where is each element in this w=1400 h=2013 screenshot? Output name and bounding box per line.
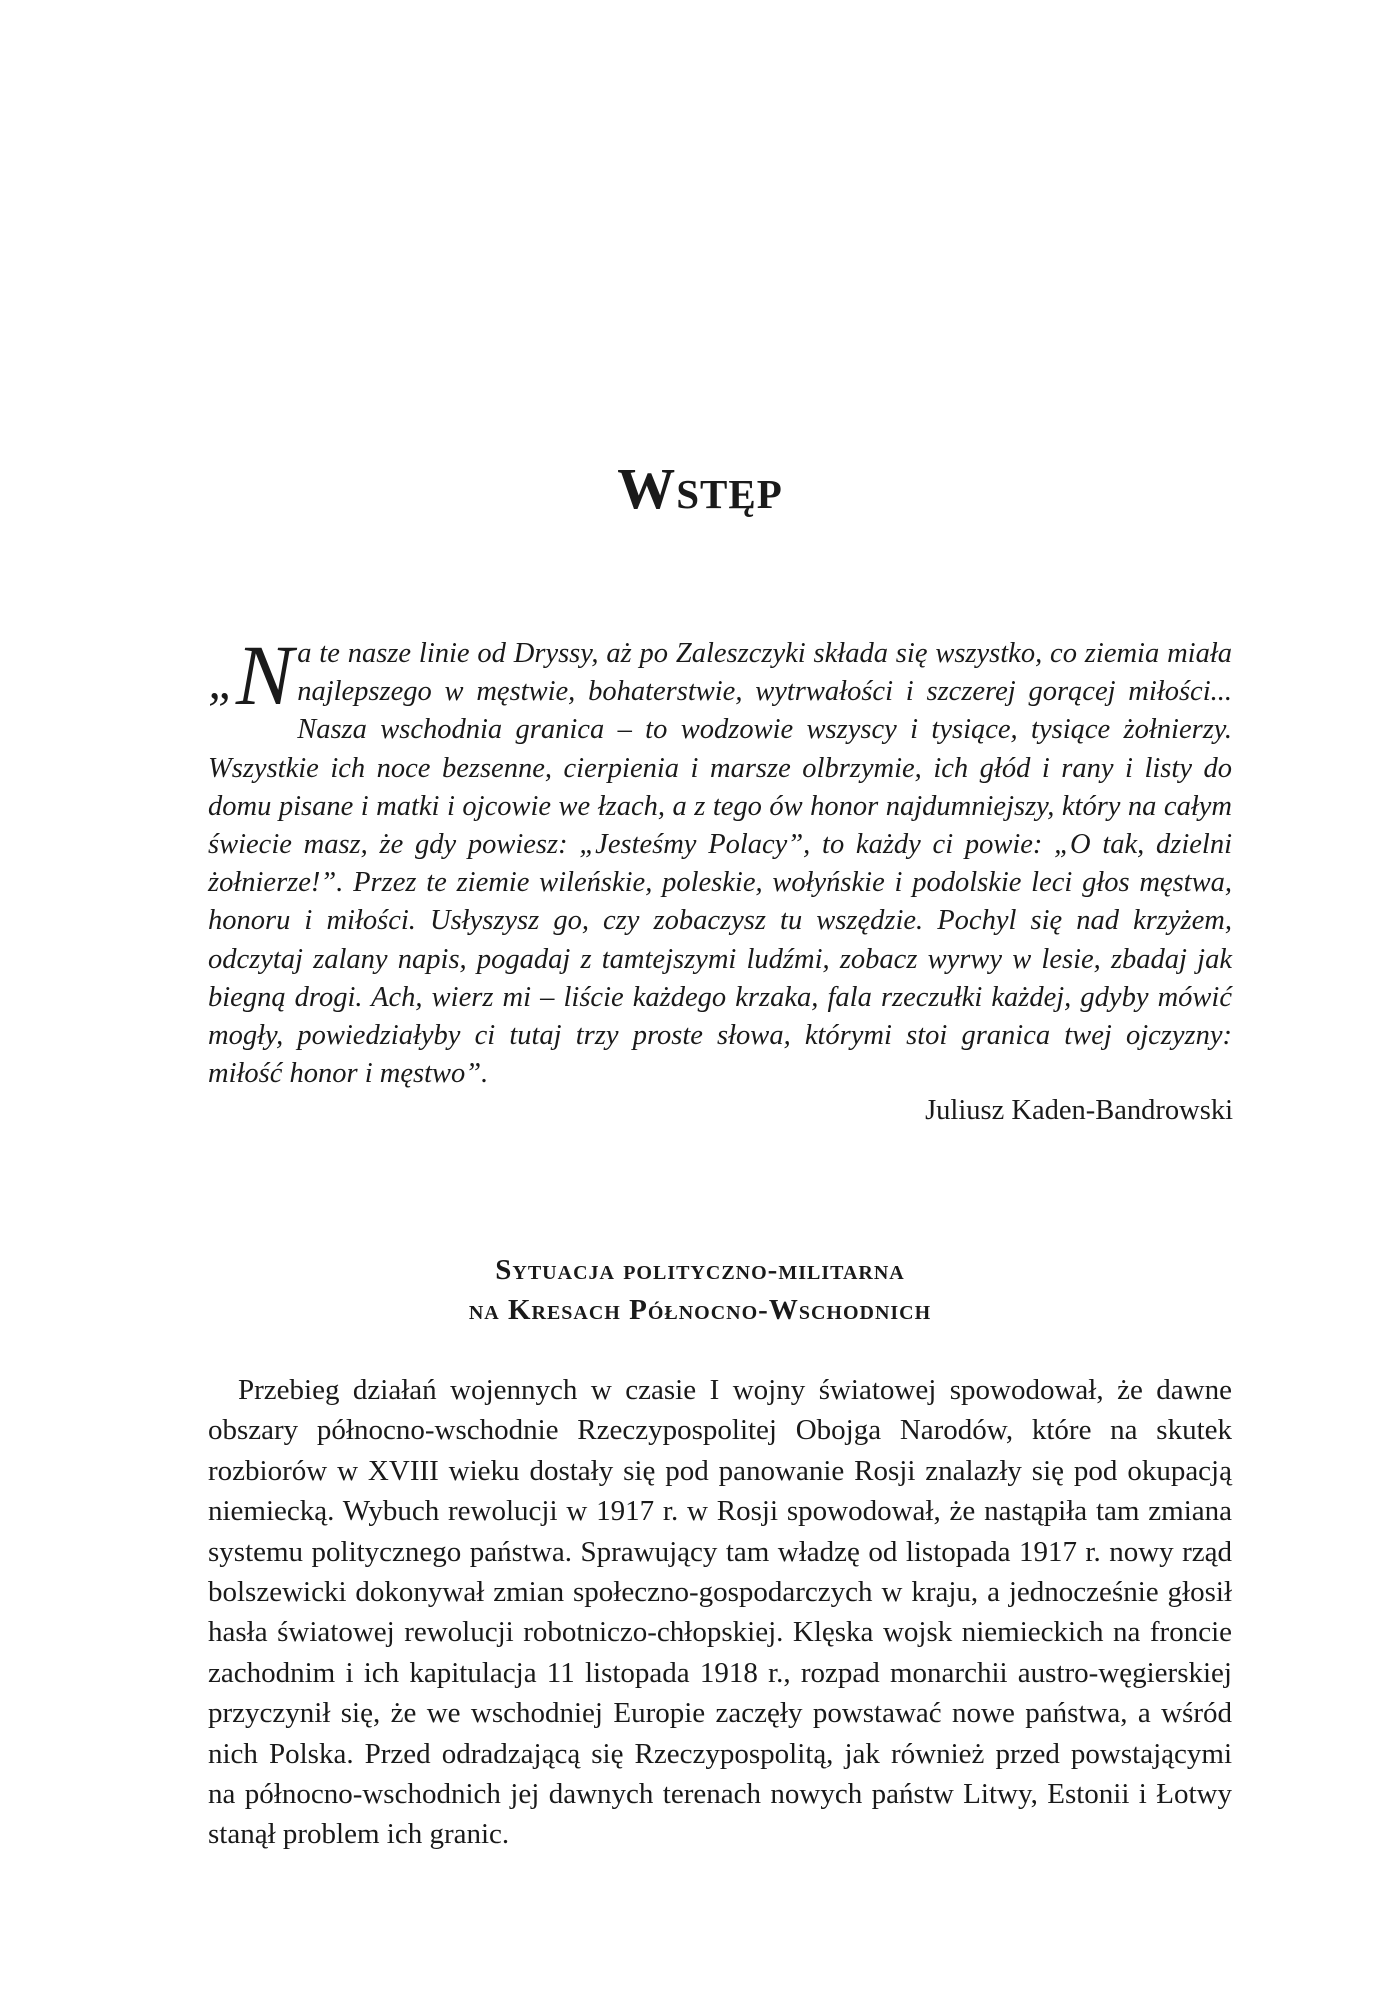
motto-author: Juliusz Kaden-Bandrowski xyxy=(925,1095,1233,1126)
motto-text: a te nasze linie od Dryssy, aż po Zaleszczyki składa się wszystko, co ziemia miała najlepszego w męstwie, bohaterstwie, wytrwałości i szczerej gorącej miłości... Nasza wschodnia granica – to wodzowie wszyscy i tysiące, tysiące żołnierzy. Wszystkie ich noce bezsenne, cierpienia i marsze olbrzymie, ich głód i rany i listy do domu pisane i matki i ojcowie we łzach, a z tego ów honor najdumniejszy, który na całym świecie masz, że gdy powiesz: „Jesteśmy Polacy”, to każdy ci powie: „O tak, dzielni żołnierze!”. Przez te ziemie wileńskie, poleskie, wołyńskie i podolskie leci głos męstwa, honoru i miłości. Usłyszysz go, czy zobaczysz tu wszędzie. Pochyl się nad krzyżem, odczytaj zalany napis, pogadaj z tamtejszymi ludźmi, zobacz wyrwy w lesie, zbadaj jak biegną drogi. Ach, wierz mi – liście każdego krzaka, fala rzeczułki każdej, gdyby mówić mogły, powiedziałyby ci tutaj trzy proste słowa, którymi stoi granica twej ojczyzny: miłość honor i męstwo”. xyxy=(208,638,1232,1090)
chapter-title: Wstęp xyxy=(617,456,783,521)
drop-cap-block xyxy=(208,627,294,723)
section-title xyxy=(0,1250,1400,1330)
section-title-line-1: Sytuacja polityczno-militarna xyxy=(495,1254,905,1286)
opening-quote-mark: „ xyxy=(208,653,236,709)
motto-quote xyxy=(208,627,1232,1093)
drop-cap: N xyxy=(235,627,294,723)
section-title-line-2: na Kresach Północno-Wschodnich xyxy=(468,1294,932,1326)
body-paragraph: Przebieg działań wojennych w czasie I wojny światowej spowodował, że dawne obszary północno-wschodnie Rzeczypospolitej Obojga Narodów, które na skutek rozbiorów w XVIII wieku dostały się pod panowanie Rosji znalazły się pod okupacją niemiecką. Wybuch rewolucji w 1917 r. w Rosji spowodował, że nastąpiła tam zmiana systemu politycznego państwa. Sprawujący tam władzę od listopada 1917 r. nowy rząd bolszewicki dokonywał zmian społeczno-gospodarczych w kraju, a jednocześnie głosił hasła światowej rewolucji robotniczo-chłopskiej. Klęska wojsk niemieckich na froncie zachodnim i ich kapitulacja 11 listopada 1918 r., rozpad monarchii austro-węgierskiej przyczynił się, że we wschodniej Europie zaczęły powstawać nowe państwa, a wśród nich Polska. Przed odradzającą się Rzeczypospolitą, jak również przed powstającymi na północno-wschodnich jej dawnych terenach nowych państw Litwy, Estonii i Łotwy stanął problem ich granic. xyxy=(208,1374,1232,1851)
